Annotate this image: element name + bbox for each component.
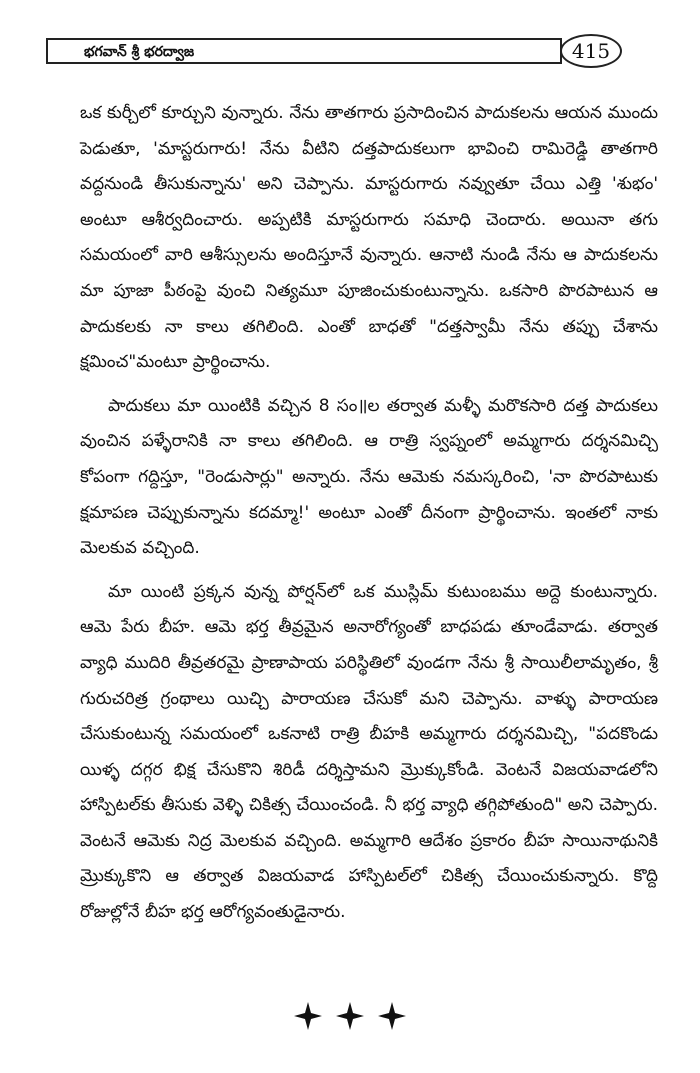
running-header bbox=[46, 38, 624, 68]
running-header-title: భగవాన్ శ్రీ భరద్వాజ bbox=[84, 44, 195, 60]
section-end-ornament-icon bbox=[290, 998, 410, 1034]
body-text bbox=[80, 96, 658, 931]
ornament-star-icon bbox=[378, 1002, 406, 1030]
header-title-box bbox=[46, 38, 562, 64]
paragraph-2: పాదుకలు మా యింటికి వచ్చిన 8 సం॥ల తర్వాత మళ్ళీ మరొకసారి దత్త పాదుకలు వుంచిన పళ్ళేరానికి నా కాలు తగిలింది. ఆ రాత్రి స్వప్నంలో అమ్మగారు దర్శనమిచ్చి కోపంగా గద్దిస్తూ, "రెండుసార్లు" అన్నారు. నేను ఆమెకు నమస్కరించి, 'నా పొరపాటుకు క్షమాపణ చెప్పుకున్నాను కదమ్మా!' అంటూ ఎంతో దీనంగా ప్రార్థించాను. ఇంతలో నాకు మెలకువ వచ్చింది. bbox=[80, 395, 658, 559]
paragraph-3: మా యింటి ప్రక్కన వున్న పోర్షన్‌లో ఒక ముస్లిమ్ కుటుంబము అద్దె కుంటున్నారు. ఆమె పేరు బీహ. ఆమె భర్త తీవ్రమైన అనారోగ్యంతో బాధపడు తూండేవాడు. తర్వాత వ్యాధి ముదిరి తీవ్రతరమై ప్రాణాపాయ పరిస్థితిలో వుండగా నేను శ్రీ సాయిలీలామృతం, శ్రీ గురుచరిత్ర గ్రంథాలు యిచ్చి పారాయణ చేసుకో మని చెప్పాను. వాళ్ళు పారాయణ చేసుకుంటున్న సమయంలో ఒకనాటి రాత్రి బీహకి అమ్మగారు దర్శనమిచ్చి, "పదకొండు యిళ్ళ దగ్గర భిక్ష చేసుకొని శిరిడీ దర్శిస్తామని మ్రొక్కుకోండి. వెంటనే విజయవాడలోని హాస్పిటల్‌కు తీసుకు వెళ్ళి చికిత్స చేయించండి. నీ భర్త వ్యాధి తగ్గిపోతుంది" అని చెప్పారు. వెంటనే ఆమెకు నిద్ర మెలకువ వచ్చింది. అమ్మగారి ఆదేశం ప్రకారం బీహ సాయినాథునికి మ్రొక్కుకొని ఆ తర్వాత విజయవాడ హాస్పిటల్‌లో చికిత్స చేయించుకున్నారు. కొద్ది రోజుల్లోనే బీహ భర్త ఆరోగ్యవంతుడైనారు. bbox=[80, 581, 658, 923]
ornament-star-icon bbox=[294, 1002, 322, 1030]
paragraph-1: ఒక కుర్చీలో కూర్చుని వున్నారు. నేను తాతగారు ప్రసాదించిన పాదుకలను ఆయన ముందు పెడుతూ, 'మాస్టరుగారు! నేను వీటిని దత్తపాదుకలుగా భావించి రామిరెడ్డి తాతగారి వద్దనుండి తీసుకున్నాను' అని చెప్పాను. మాస్టరుగారు నవ్వుతూ చేయి ఎత్తి 'శుభం' అంటూ ఆశీర్వదించారు. అప్పటికి మాస్టరుగారు సమాధి చెందారు. అయినా తగు సమయంలో వారి ఆశీస్సులను అందిస్తూనే వున్నారు. ఆనాటి నుండి నేను ఆ పాదుకలను మా పూజా పీఠంపై వుంచి నిత్యమూ పూజించుకుంటున్నాను. ఒకసారి పొరపాటున ఆ పాదుకలకు నా కాలు తగిలింది. ఎంతో బాధతో "దత్తస్వామీ నేను తప్పు చేశాను క్షమించ"మంటూ ప్రార్థించాను. bbox=[80, 103, 658, 373]
ornament-star-icon bbox=[336, 1002, 364, 1030]
page-number-oval bbox=[560, 34, 622, 68]
page-number: 415 bbox=[571, 39, 611, 63]
